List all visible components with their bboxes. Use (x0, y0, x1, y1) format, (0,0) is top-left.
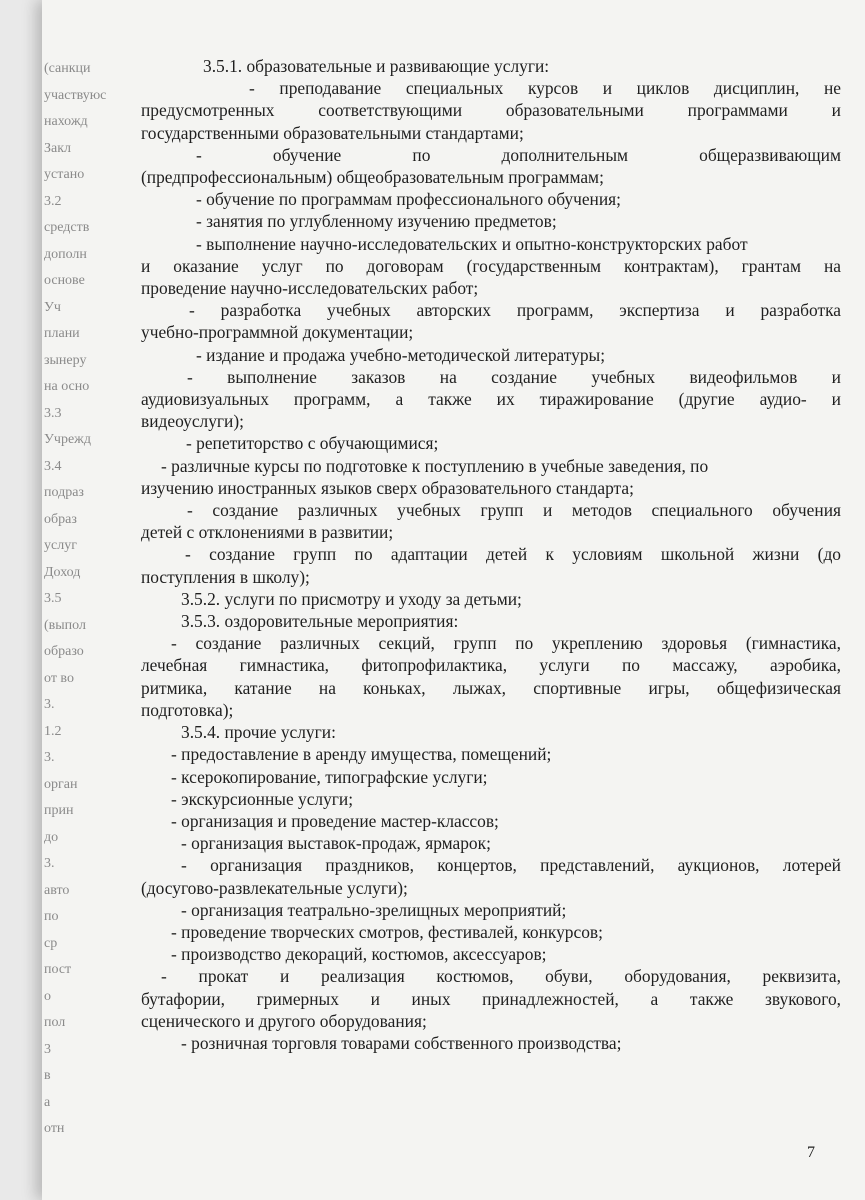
text-line: - организация выставок-продаж, ярмарок; (181, 833, 491, 854)
margin-fragment: ср (44, 935, 58, 951)
text-line: - производство декораций, костюмов, аксессуаров; (171, 944, 547, 965)
margin-fragment: образо (44, 644, 84, 659)
text-line: - прокат и реализация костюмов, обуви, оборудования, реквизита, (161, 966, 841, 987)
margin-fragment: дополн (44, 246, 87, 262)
text-line: (досугово-развлекательные услуги); (141, 877, 408, 898)
text-line: поступления в школу); (141, 566, 310, 587)
margin-fragment: основе (44, 273, 85, 288)
margin-fragment: средств (44, 220, 90, 235)
margin-fragment: пол (44, 1015, 66, 1030)
text-line: лечебная гимнастика, фитопрофилактика, услуги по массажу, аэробика, (141, 655, 841, 676)
margin-fragment: по (44, 909, 59, 924)
document-page (42, 0, 865, 1200)
text-line: 3.5.2. услуги по присмотру и уходу за детьми; (181, 588, 522, 609)
text-line: 3.5.1. образовательные и развивающие услуги: (203, 56, 550, 76)
text-line: - обучение по дополнительным общеразвивающим (196, 144, 841, 165)
text-line: - ксерокопирование, типографские услуги; (171, 766, 488, 787)
margin-fragment: Уч (44, 299, 61, 315)
text-line: - издание и продажа учебно-методической литературы; (196, 344, 606, 365)
margin-fragment: о (44, 988, 51, 1004)
margin-fragment: Закл (44, 140, 72, 156)
margin-fragment: (санкци (44, 61, 91, 76)
text-line: - разработка учебных авторских программ, экспертиза и разработка (189, 300, 841, 321)
text-line: - экскурсионные услуги; (171, 788, 354, 809)
margin-fragment: Доход (44, 564, 81, 580)
text-line: сценического и другого оборудования; (141, 1010, 427, 1031)
margin-fragment: до (44, 829, 59, 845)
text-line: - проведение творческих смотров, фестивалей, конкурсов; (171, 921, 603, 942)
text-line: (предпрофессиональным) общеобразовательным программам; (141, 167, 604, 188)
margin-fragment: 3 (44, 1041, 51, 1057)
text-line: государственными образовательными стандартами; (141, 122, 524, 143)
text-line: - создание групп по адаптации детей к условиям школьной жизни (до (185, 544, 841, 565)
text-line: подготовка); (141, 699, 234, 720)
text-line: ритмика, катание на коньках, лыжах, спортивные игры, общефизическая (141, 677, 841, 698)
margin-fragment: от во (44, 670, 74, 686)
margin-fragment: услуг (44, 538, 77, 553)
margin-fragment: отн (44, 1121, 65, 1136)
text-line: аудиовизуальных программ, а также их тиражирование (другие аудио- и (141, 389, 841, 410)
text-line: - розничная торговля товарами собственного производства; (181, 1032, 622, 1053)
margin-fragment: на осно (44, 379, 90, 394)
text-line: проведение научно-исследовательских работ; (141, 278, 479, 299)
text-line: бутафории, гримерных и иных принадлежностей, а также звукового, (141, 988, 841, 1009)
margin-fragment: нахожд (44, 114, 88, 129)
text-line: - организация театрально-зрелищных мероприятий; (181, 899, 567, 920)
text-line: - создание различных секций, групп по укреплению здоровья (гимнастика, (171, 633, 841, 654)
margin-fragment: прин (44, 803, 74, 818)
text-line: 3.5.3. оздоровительные мероприятия: (181, 611, 459, 632)
page-body (141, 55, 841, 1054)
margin-fragment: подраз (44, 485, 84, 500)
margin-fragment: 3. (44, 856, 55, 871)
margin-fragment: устано (44, 167, 85, 182)
margin-fragment: 1.2 (44, 723, 62, 739)
text-line: предусмотренных соответствующими образовательными программами и (141, 100, 841, 121)
margin-fragment: 3. (44, 697, 55, 712)
text-line: - организация праздников, концертов, представлений, аукционов, лотерей (181, 855, 841, 876)
margin-fragment: авто (44, 882, 70, 898)
text-line: - репетиторство с обучающимися; (186, 433, 439, 454)
margin-fragment: а (44, 1094, 51, 1110)
margin-fragment: 3.2 (44, 193, 62, 209)
text-line: учебно-программной документации; (141, 322, 414, 343)
text-line: - организация и проведение мастер-классов; (171, 810, 499, 831)
text-line: - обучение по программам профессионального обучения; (196, 189, 621, 210)
text-line: изучению иностранных языков сверх образовательного стандарта; (141, 477, 634, 498)
text-line: - предоставление в аренду имущества, помещений; (171, 744, 552, 765)
margin-fragment: пост (44, 962, 72, 977)
text-line: и оказание услуг по договорам (государственным контрактам), грантам на (141, 255, 841, 276)
text-line: - различные курсы по подготовке к поступлению в учебные заведения, по (161, 455, 709, 476)
margin-fragment: образ (44, 511, 77, 527)
margin-fragment: плани (44, 326, 80, 341)
page-number: 7 (807, 1144, 815, 1161)
margin-fragment: Учрежд (44, 432, 91, 447)
text-line: детей с отклонениями в развитии; (141, 522, 394, 543)
bleed-through-margin (42, 0, 107, 1200)
margin-fragment: 3.4 (44, 458, 62, 474)
margin-fragment: зынеру (44, 352, 87, 368)
text-line: - занятия по углубленному изучению предметов; (196, 211, 557, 232)
text-line: - выполнение научно-исследовательских и опытно-конструкторских работ (196, 233, 748, 254)
text-line: 3.5.4. прочие услуги: (181, 722, 336, 743)
margin-fragment: 3.5 (44, 591, 62, 606)
text-line: - выполнение заказов на создание учебных видеофильмов и (187, 366, 841, 387)
text-line: - преподавание специальных курсов и циклов дисциплин, не (249, 78, 841, 99)
text-line: видеоуслуги); (141, 411, 244, 432)
margin-fragment: 3. (44, 750, 55, 765)
margin-fragment: участвуюс (44, 87, 107, 103)
text-line: - создание различных учебных групп и методов специального обучения (187, 500, 841, 521)
margin-fragment: 3.3 (44, 405, 62, 421)
margin-fragment: орган (44, 776, 78, 792)
margin-fragment: в (44, 1068, 51, 1083)
margin-fragment: (выпол (44, 617, 86, 633)
